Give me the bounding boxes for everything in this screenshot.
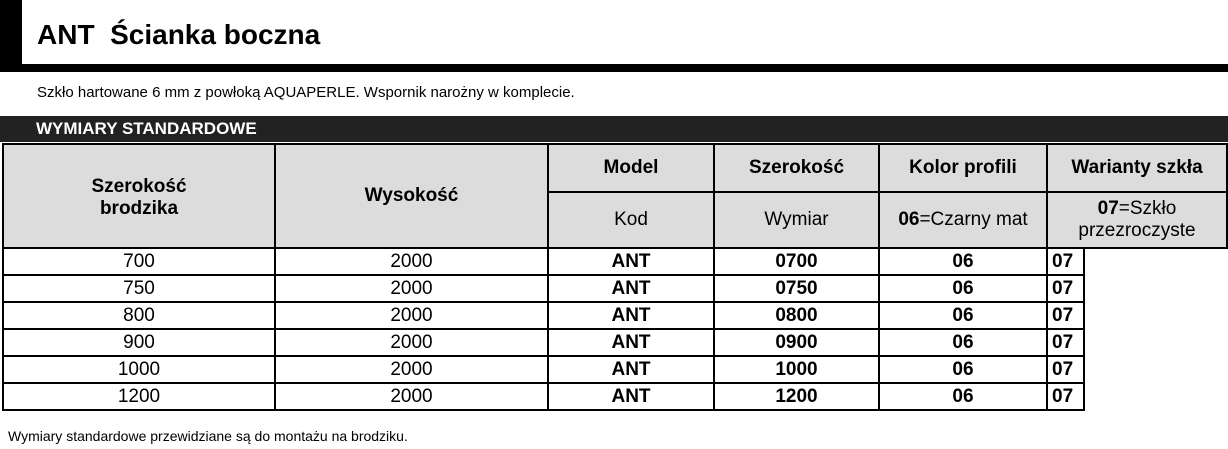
table-row [3,329,1227,356]
cell-tray-width: 900 [3,329,275,356]
table-row [3,356,1227,383]
title-rule [0,64,1228,72]
cell-tray-width: 800 [3,302,275,329]
cell-glass: 07 [1047,356,1084,383]
product-description: Szkło hartowane 6 mm z powłoką AQUAPERLE. Wspornik narożny w komplecie. [37,84,575,101]
cell-tray-width: 750 [3,275,275,302]
dimensions-table [2,143,1228,411]
header-model: Model [548,144,714,192]
table-row [3,302,1227,329]
header-tray-width: Szerokość brodzika [3,144,275,248]
table-row [3,275,1227,302]
cell-color: 06 [879,248,1047,275]
profile-color-text: =Czarny mat [919,209,1028,230]
cell-height: 2000 [275,356,548,383]
header-profile-color: Kolor profili [879,144,1047,192]
cell-glass: 07 [1047,275,1084,302]
cell-height: 2000 [275,302,548,329]
cell-color: 06 [879,383,1047,410]
glass-variant-text: =Szkło przezroczyste [1078,198,1196,241]
footnote: Wymiary standardowe przewidziane są do montażu na brodziku. [8,428,408,444]
cell-height: 2000 [275,248,548,275]
table-row [3,383,1227,410]
profile-color-code: 06 [898,209,920,230]
cell-color: 06 [879,356,1047,383]
header-height: Wysokość [275,144,548,248]
cell-height: 2000 [275,383,548,410]
cell-glass: 07 [1047,383,1084,410]
cell-model: ANT [548,329,714,356]
cell-color: 06 [879,275,1047,302]
cell-color: 06 [879,302,1047,329]
glass-variant-code: 07 [1097,198,1119,219]
cell-model: ANT [548,302,714,329]
cell-tray-width: 1200 [3,383,275,410]
cell-width: 0700 [714,248,879,275]
title-bar [0,0,1228,72]
cell-color: 06 [879,329,1047,356]
cell-model: ANT [548,248,714,275]
cell-width: 1200 [714,383,879,410]
cell-height: 2000 [275,275,548,302]
subheader-profile-color [879,192,1047,248]
cell-tray-width: 700 [3,248,275,275]
page-title: ANT Ścianka boczna [37,19,321,50]
cell-model: ANT [548,383,714,410]
cell-model: ANT [548,275,714,302]
section-header [0,116,1228,142]
subheader-model-code: Kod [548,192,714,248]
cell-width: 0750 [714,275,879,302]
title-accent-block [0,0,22,72]
subheader-width-dimension: Wymiar [714,192,879,248]
subheader-glass-variant [1047,192,1227,248]
header-width: Szerokość [714,144,879,192]
cell-width: 0800 [714,302,879,329]
cell-model: ANT [548,356,714,383]
cell-glass: 07 [1047,302,1084,329]
cell-width: 0900 [714,329,879,356]
section-title: WYMIARY STANDARDOWE [36,119,257,138]
cell-height: 2000 [275,329,548,356]
cell-glass: 07 [1047,329,1084,356]
table-row [3,248,1227,275]
header-glass-variants: Warianty szkła [1047,144,1227,192]
cell-width: 1000 [714,356,879,383]
cell-glass: 07 [1047,248,1084,275]
cell-tray-width: 1000 [3,356,275,383]
